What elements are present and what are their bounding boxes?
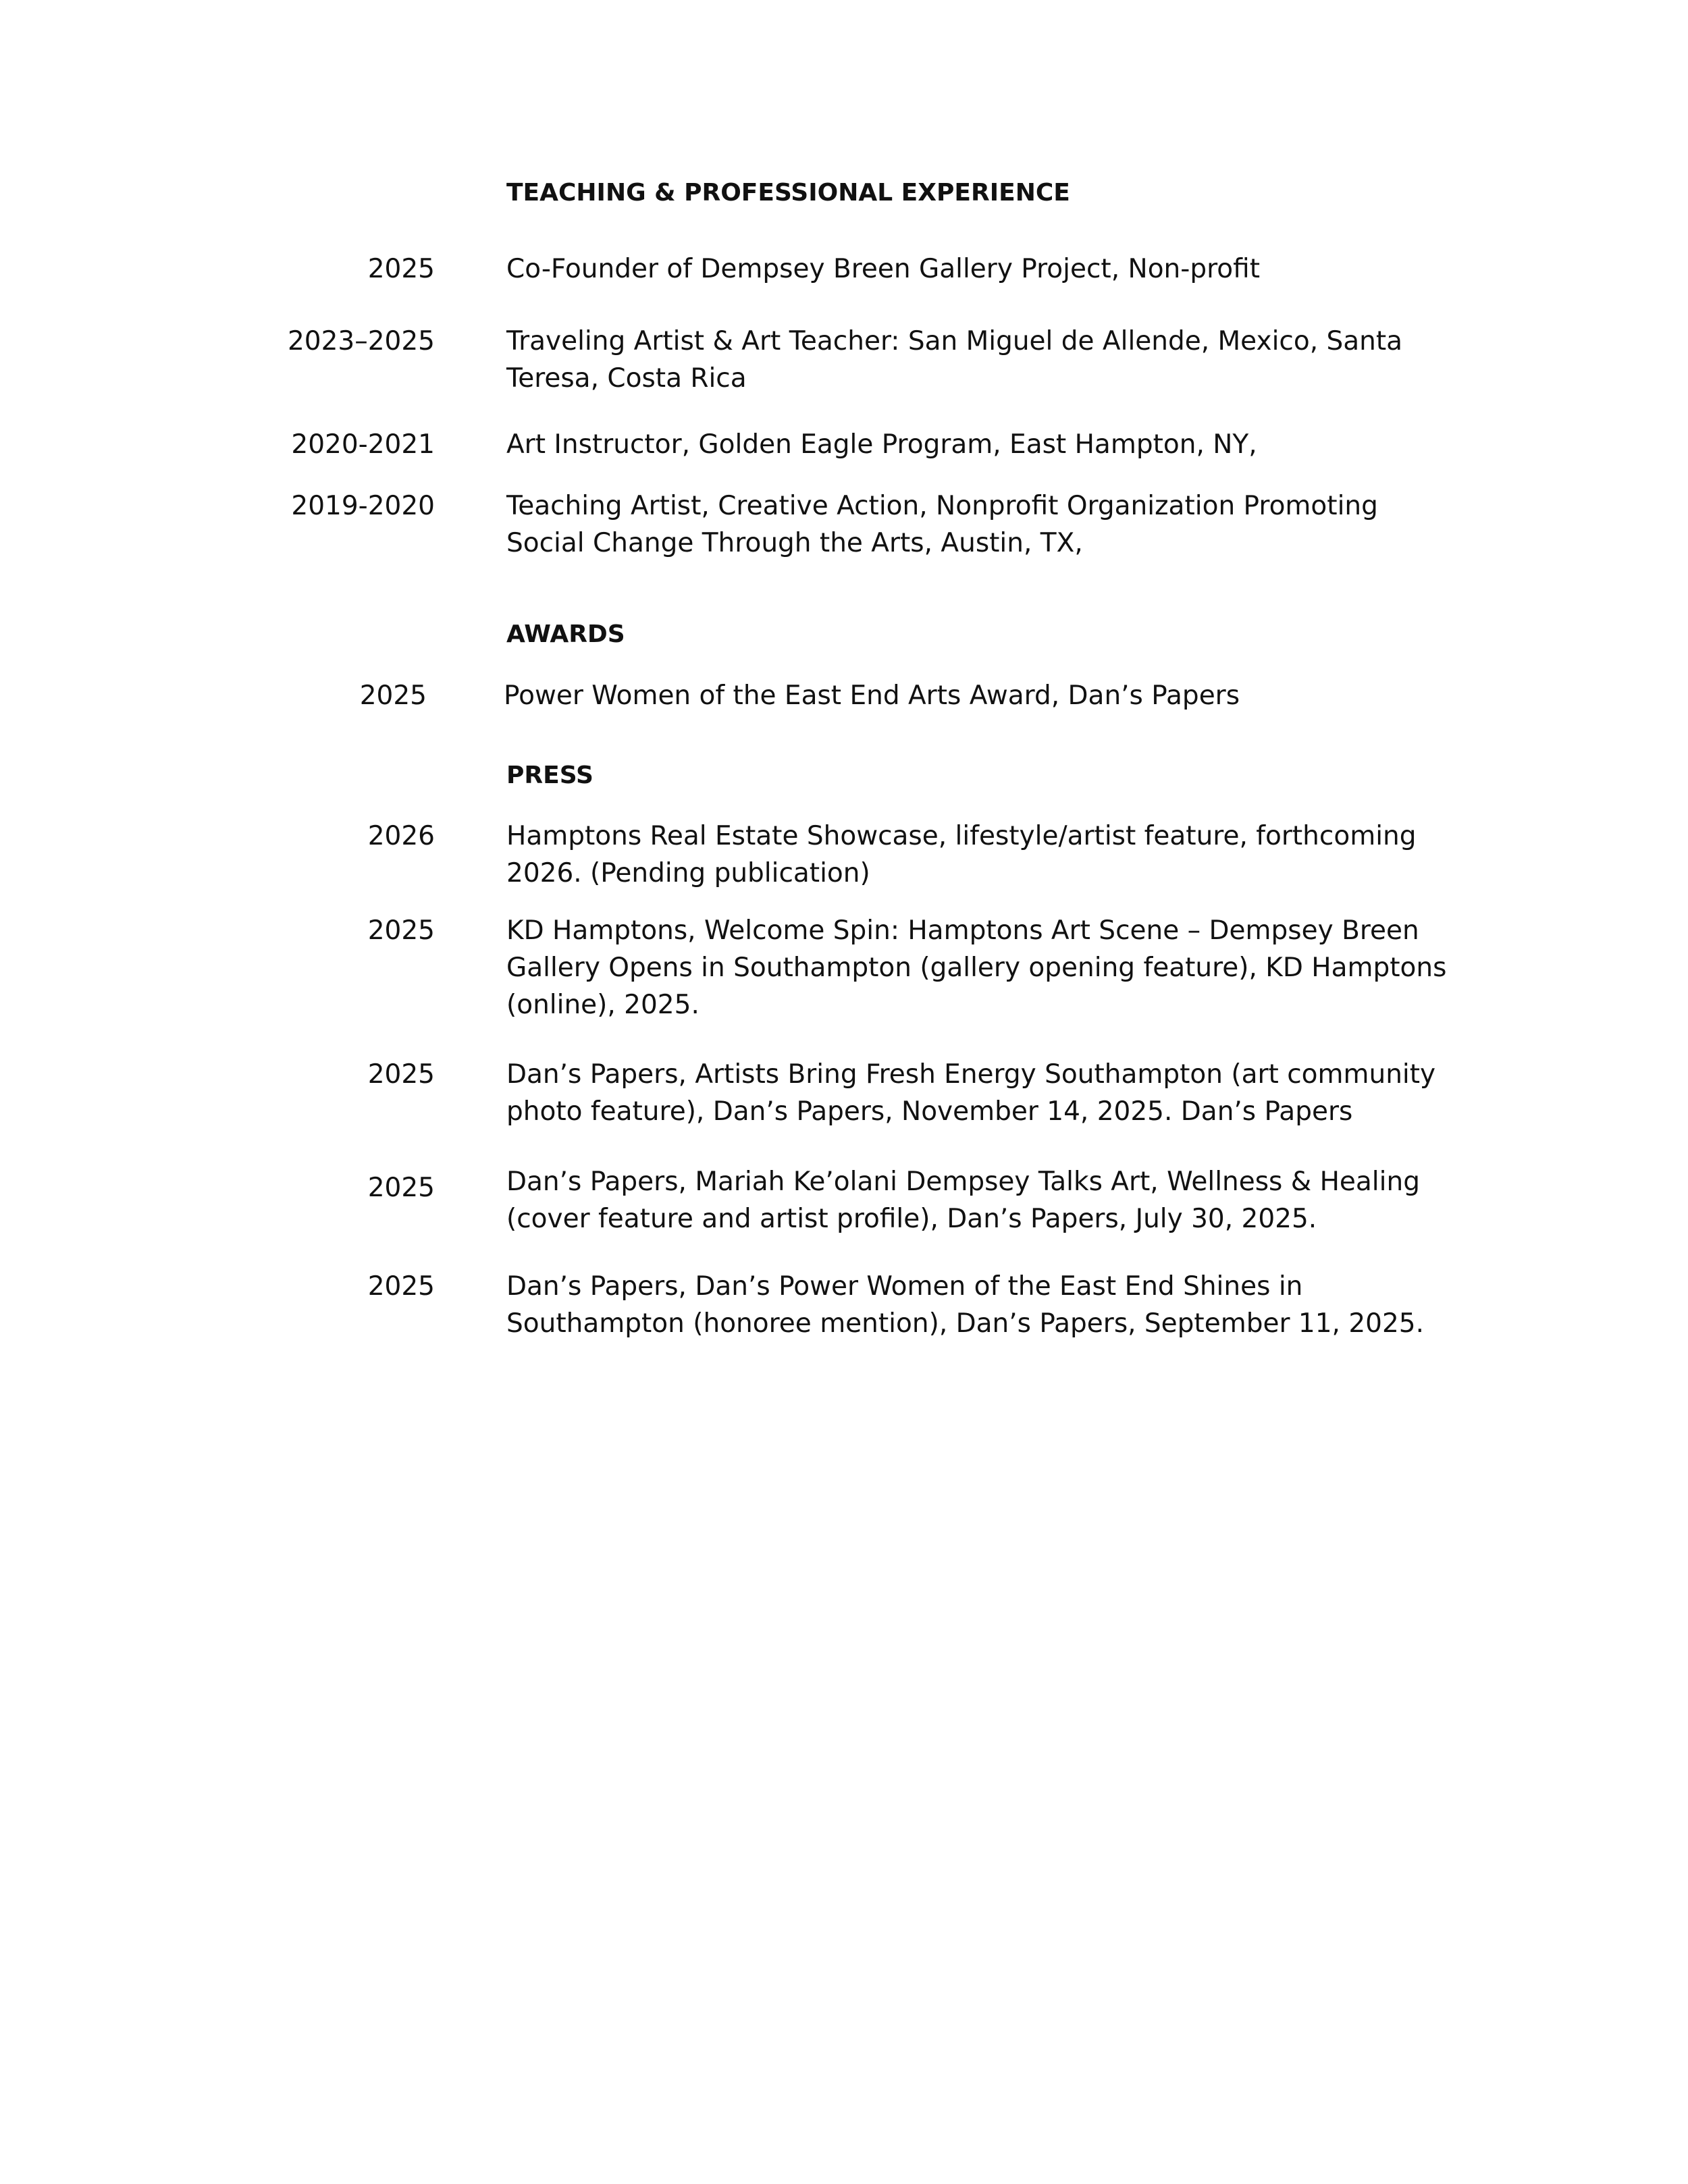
entry-year: 2025	[359, 681, 427, 711]
entry-line: (online), 2025.	[506, 990, 700, 1020]
entry-year: 2025	[367, 254, 435, 284]
entry-line: Art Instructor, Golden Eagle Program, East Hampton, NY,	[506, 429, 1257, 460]
entry-line: Dan’s Papers, Dan’s Power Women of the East End Shines in	[506, 1271, 1303, 1302]
entry-line: Gallery Opens in Southampton (gallery opening feature), KD Hamptons	[506, 953, 1447, 983]
entry-description	[506, 1268, 1465, 1342]
entry-line: Traveling Artist & Art Teacher: San Miguel de Allende, Mexico, Santa	[506, 326, 1403, 356]
entry-line: Power Women of the East End Arts Award, Dan’s Papers	[504, 681, 1240, 711]
entry-year: 2025	[367, 1059, 435, 1090]
entry-line: Social Change Through the Arts, Austin, TX,	[506, 528, 1083, 558]
entry-year: 2019-2020	[291, 491, 435, 521]
entry-line: KD Hamptons, Welcome Spin: Hamptons Art Scene – Dempsey Breen	[506, 915, 1419, 946]
section-heading-teaching: TEACHING & PROFESSIONAL EXPERIENCE	[506, 179, 1070, 207]
entry-year: 2023–2025	[287, 326, 435, 356]
entry-line: Teaching Artist, Creative Action, Nonprofit Organization Promoting	[506, 491, 1378, 521]
entry-description	[504, 677, 1462, 714]
section-heading-press: PRESS	[506, 762, 594, 789]
entry-line: 2026. (Pending publication)	[506, 858, 870, 888]
entry-line: (cover feature and artist profile), Dan’s Papers, July 30, 2025.	[506, 1204, 1317, 1234]
entry-line: Southampton (honoree mention), Dan’s Papers, September 11, 2025.	[506, 1308, 1424, 1339]
entry-year: 2025	[367, 915, 435, 946]
entry-description	[506, 250, 1465, 288]
section-heading-awards: AWARDS	[506, 620, 625, 648]
entry-line: Dan’s Papers, Mariah Ke’olani Dempsey Talks Art, Wellness & Healing	[506, 1167, 1420, 1197]
entry-line: Teresa, Costa Rica	[506, 363, 747, 394]
entry-year: 2026	[367, 821, 435, 851]
entry-description	[506, 323, 1465, 397]
entry-description	[506, 1056, 1465, 1130]
entry-description	[506, 426, 1465, 463]
entry-description	[506, 818, 1465, 892]
entry-year: 2025	[367, 1173, 435, 1203]
entry-year: 2020-2021	[291, 429, 435, 460]
entry-description	[506, 1163, 1465, 1237]
entry-line: Hamptons Real Estate Showcase, lifestyle/artist feature, forthcoming	[506, 821, 1417, 851]
entry-description	[506, 487, 1465, 562]
entry-year: 2025	[367, 1271, 435, 1302]
entry-line: Dan’s Papers, Artists Bring Fresh Energy Southampton (art community	[506, 1059, 1436, 1090]
entry-line: Co-Founder of Dempsey Breen Gallery Project, Non-profit	[506, 254, 1260, 284]
entry-description	[506, 912, 1465, 1023]
entry-line: photo feature), Dan’s Papers, November 14, 2025. Dan’s Papers	[506, 1096, 1353, 1127]
